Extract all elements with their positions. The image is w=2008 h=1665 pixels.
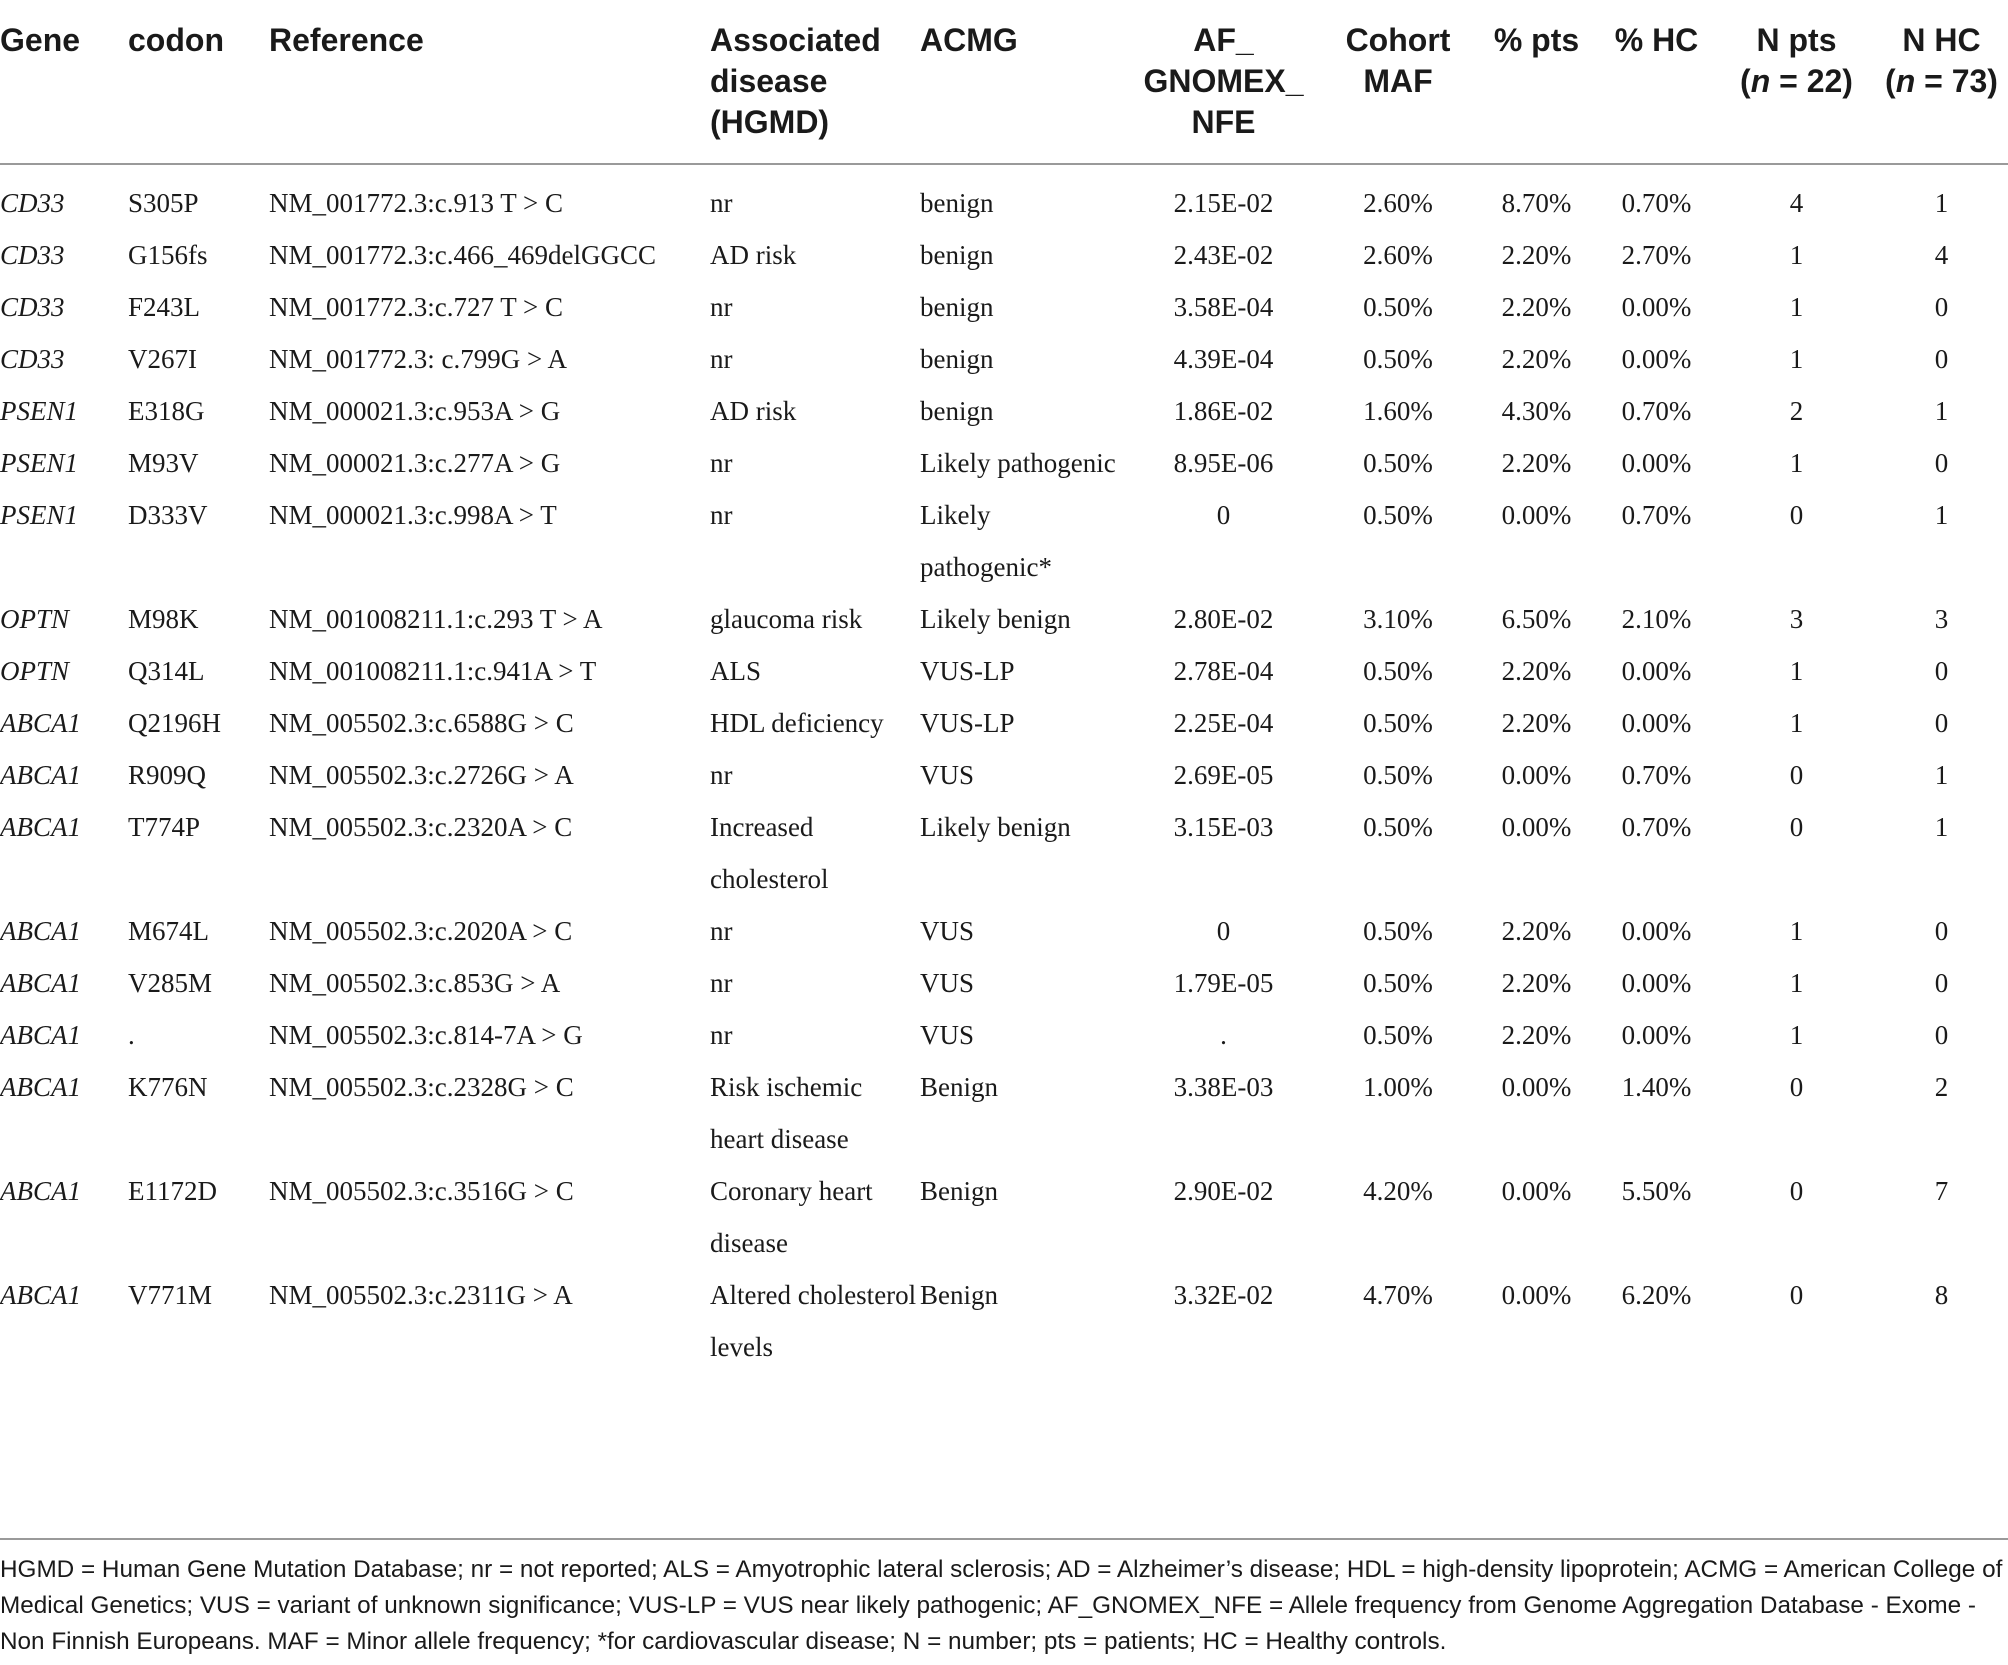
cell-pct-hc: 0.00% [1621, 656, 1692, 686]
cell-pct-hc: 0.70% [1621, 760, 1692, 790]
table-row [0, 645, 2008, 697]
header-n-pts [1718, 14, 1875, 164]
header-reference: Reference [269, 14, 710, 164]
cell-gene: ABCA1 [0, 1020, 81, 1050]
cell-n-pts: 2 [1789, 396, 1804, 426]
cell-disease: nr [710, 968, 733, 998]
cell-gene: ABCA1 [0, 1176, 81, 1206]
table-row [0, 905, 2008, 957]
cell-acmg: VUS-LP [920, 708, 1015, 738]
cell-maf: 0.50% [1363, 292, 1433, 322]
cell-codon: Q2196H [128, 708, 221, 738]
cell-n-pts: 0 [1789, 500, 1804, 530]
cell-acmg: Likely benign [920, 604, 1071, 634]
cell-acmg: VUS-LP [920, 656, 1015, 686]
cell-pct-pts: 2.20% [1501, 968, 1572, 998]
cell-n-hc: 0 [1934, 344, 1949, 374]
cell-pct-pts: 2.20% [1501, 708, 1572, 738]
cell-reference: NM_001772.3: c.799G > A [269, 344, 567, 374]
cell-af: 1.79E-05 [1173, 968, 1274, 998]
cell-pct-pts: 2.20% [1501, 292, 1572, 322]
table-body [0, 164, 2008, 1387]
cell-pct-hc: 6.20% [1621, 1280, 1692, 1310]
cell-n-hc: 1 [1934, 396, 1949, 426]
cell-codon: V771M [128, 1280, 213, 1310]
cell-pct-hc: 2.10% [1621, 604, 1692, 634]
cell-acmg: Likely pathogenic [920, 448, 1116, 478]
cell-gene: PSEN1 [0, 396, 78, 426]
cell-reference: NM_005502.3:c.2726G > A [269, 760, 574, 790]
table-row [0, 749, 2008, 801]
cell-n-hc: 0 [1934, 968, 1949, 998]
cell-codon: S305P [128, 188, 199, 218]
cell-n-hc: 0 [1934, 292, 1949, 322]
cell-acmg: benign [920, 396, 994, 426]
cell-acmg: VUS [920, 968, 975, 998]
cell-af: 2.25E-04 [1173, 708, 1274, 738]
cell-af: 3.32E-02 [1173, 1280, 1274, 1310]
cell-af: 4.39E-04 [1173, 344, 1274, 374]
cell-pct-pts: 2.20% [1501, 344, 1572, 374]
cell-disease: nr [710, 916, 733, 946]
cell-disease: AD risk [710, 240, 797, 270]
cell-reference: NM_005502.3:c.2320A > C [269, 812, 573, 842]
cell-pct-pts: 0.00% [1501, 500, 1572, 530]
cell-n-hc: 0 [1934, 1020, 1949, 1050]
cell-af: 3.38E-03 [1173, 1072, 1274, 1102]
header-acmg: ACMG [920, 14, 1129, 164]
cell-disease: nr [710, 292, 733, 322]
cell-maf: 1.00% [1363, 1072, 1433, 1102]
cell-maf: 0.50% [1363, 448, 1433, 478]
cell-reference: NM_000021.3:c.953A > G [269, 396, 561, 426]
cell-n-hc: 1 [1934, 760, 1949, 790]
table-row [0, 1061, 2008, 1165]
cell-disease: glaucoma risk [710, 604, 863, 634]
header-gene: Gene [0, 14, 128, 164]
cell-disease: nr [710, 448, 733, 478]
cell-gene: OPTN [0, 656, 70, 686]
table-row [0, 281, 2008, 333]
cell-pct-pts: 2.20% [1501, 656, 1572, 686]
header-maf: Cohort MAF [1318, 14, 1478, 164]
header-codon: codon [128, 14, 269, 164]
cell-maf: 0.50% [1363, 344, 1433, 374]
cell-maf: 0.50% [1363, 1020, 1433, 1050]
cell-acmg: VUS [920, 760, 975, 790]
cell-n-hc: 1 [1934, 812, 1949, 842]
header-row [0, 14, 2008, 164]
cell-acmg: Likely benign [920, 812, 1071, 842]
cell-maf: 2.60% [1363, 240, 1433, 270]
cell-af: 1.86E-02 [1173, 396, 1274, 426]
header-n-hc [1875, 14, 2008, 164]
cell-acmg: VUS [920, 1020, 975, 1050]
cell-af: 3.58E-04 [1173, 292, 1274, 322]
cell-pct-hc: 2.70% [1621, 240, 1692, 270]
cell-gene: ABCA1 [0, 968, 81, 998]
cell-maf: 0.50% [1363, 500, 1433, 530]
cell-pct-hc: 5.50% [1621, 1176, 1692, 1206]
cell-n-hc: 3 [1934, 604, 1949, 634]
cell-pct-pts: 0.00% [1501, 1280, 1572, 1310]
cell-acmg: benign [920, 344, 994, 374]
cell-n-pts: 4 [1789, 188, 1804, 218]
cell-reference: NM_005502.3:c.2328G > C [269, 1072, 574, 1102]
header-n-hc-count: (n = 73) [1885, 63, 1998, 99]
cell-pct-hc: 0.00% [1621, 708, 1692, 738]
cell-gene: ABCA1 [0, 708, 81, 738]
table-row [0, 437, 2008, 489]
cell-pct-hc: 0.00% [1621, 448, 1692, 478]
cell-n-hc: 1 [1934, 500, 1949, 530]
cell-reference: NM_001772.3:c.727 T > C [269, 292, 563, 322]
cell-maf: 1.60% [1363, 396, 1433, 426]
cell-pct-hc: 0.00% [1621, 968, 1692, 998]
table-row [0, 593, 2008, 645]
cell-pct-pts: 2.20% [1501, 448, 1572, 478]
table-row [0, 1269, 2008, 1387]
table-row [0, 489, 2008, 593]
cell-pct-pts: 0.00% [1501, 760, 1572, 790]
cell-pct-pts: 0.00% [1501, 812, 1572, 842]
cell-reference: NM_001008211.1:c.941A > T [269, 656, 597, 686]
cell-disease: Increased cholesterol [710, 812, 829, 894]
cell-n-hc: 2 [1934, 1072, 1949, 1102]
cell-disease: nr [710, 188, 733, 218]
cell-gene: OPTN [0, 604, 70, 634]
cell-disease: Risk ischemic heart disease [710, 1072, 863, 1154]
cell-codon: M98K [128, 604, 199, 634]
cell-codon: M674L [128, 916, 209, 946]
cell-af: 2.43E-02 [1173, 240, 1274, 270]
cell-gene: PSEN1 [0, 448, 78, 478]
cell-reference: NM_005502.3:c.2311G > A [269, 1280, 573, 1310]
cell-acmg: Benign [920, 1176, 998, 1206]
cell-codon: M93V [128, 448, 199, 478]
cell-codon: . [128, 1020, 135, 1050]
cell-reference: NM_001008211.1:c.293 T > A [269, 604, 603, 634]
cell-n-hc: 1 [1934, 188, 1949, 218]
cell-n-pts: 0 [1789, 1176, 1804, 1206]
cell-pct-pts: 6.50% [1501, 604, 1572, 634]
cell-reference: NM_001772.3:c.466_469delGGCC [269, 240, 656, 270]
table-row [0, 385, 2008, 437]
cell-pct-pts: 0.00% [1501, 1176, 1572, 1206]
cell-pct-pts: 8.70% [1501, 188, 1572, 218]
cell-maf: 4.70% [1363, 1280, 1433, 1310]
cell-gene: ABCA1 [0, 916, 81, 946]
variants-table [0, 14, 2008, 1387]
cell-gene: PSEN1 [0, 500, 78, 530]
cell-codon: Q314L [128, 656, 205, 686]
cell-codon: F243L [128, 292, 201, 322]
cell-af: 2.90E-02 [1173, 1176, 1274, 1206]
cell-reference: NM_005502.3:c.814-7A > G [269, 1020, 583, 1050]
cell-codon: E318G [128, 396, 205, 426]
cell-codon: R909Q [128, 760, 207, 790]
cell-disease: Altered cholesterol levels [710, 1280, 917, 1362]
cell-acmg: Likely pathogenic* [920, 500, 1052, 582]
header-pct-pts: % pts [1478, 14, 1595, 164]
cell-disease: AD risk [710, 396, 797, 426]
header-pct-hc: % HC [1595, 14, 1718, 164]
cell-n-pts: 0 [1789, 1280, 1804, 1310]
cell-reference: NM_005502.3:c.853G > A [269, 968, 561, 998]
cell-reference: NM_005502.3:c.2020A > C [269, 916, 573, 946]
cell-maf: 0.50% [1363, 708, 1433, 738]
cell-n-hc: 4 [1934, 240, 1949, 270]
table-row [0, 1009, 2008, 1061]
cell-acmg: benign [920, 240, 994, 270]
cell-disease: ALS [710, 656, 762, 686]
cell-gene: CD33 [0, 188, 65, 218]
cell-pct-pts: 2.20% [1501, 240, 1572, 270]
cell-n-hc: 0 [1934, 708, 1949, 738]
cell-af: 2.80E-02 [1173, 604, 1274, 634]
cell-gene: CD33 [0, 240, 65, 270]
cell-pct-hc: 0.70% [1621, 396, 1692, 426]
cell-maf: 0.50% [1363, 916, 1433, 946]
cell-n-hc: 0 [1934, 656, 1949, 686]
cell-n-pts: 1 [1789, 1020, 1804, 1050]
cell-n-pts: 1 [1789, 448, 1804, 478]
cell-gene: ABCA1 [0, 1072, 81, 1102]
cell-maf: 4.20% [1363, 1176, 1433, 1206]
cell-pct-hc: 0.00% [1621, 916, 1692, 946]
cell-n-pts: 1 [1789, 344, 1804, 374]
cell-n-pts: 0 [1789, 760, 1804, 790]
cell-n-hc: 0 [1934, 916, 1949, 946]
table-footnote: HGMD = Human Gene Mutation Database; nr = not reported; ALS = Amyotrophic lateral sclerosis; AD = Alzheimer’s disease; HDL = high-density lipoprotein; ACMG = American College of Medical Genetics; VUS = variant of unknown significance; VUS-LP = VUS near likely pathogenic; AF_GNOMEX_NFE = Allele frequency from Genome Aggregation Database - Exome - Non Finnish Europeans. MAF = Minor allele frequency; *for cardiovascular disease; N = number; pts = patients; HC = Healthy controls. [0, 1538, 2008, 1660]
cell-reference: NM_005502.3:c.6588G > C [269, 708, 574, 738]
cell-reference: NM_000021.3:c.277A > G [269, 448, 561, 478]
cell-n-hc: 0 [1934, 448, 1949, 478]
cell-n-hc: 8 [1934, 1280, 1949, 1310]
cell-n-pts: 0 [1789, 1072, 1804, 1102]
cell-pct-hc: 0.70% [1621, 812, 1692, 842]
cell-af: 2.15E-02 [1173, 188, 1274, 218]
table-row [0, 801, 2008, 905]
cell-af: 0 [1216, 916, 1231, 946]
cell-n-hc: 7 [1934, 1176, 1949, 1206]
cell-gene: ABCA1 [0, 1280, 81, 1310]
cell-n-pts: 1 [1789, 708, 1804, 738]
cell-acmg: benign [920, 188, 994, 218]
cell-af: 2.69E-05 [1173, 760, 1274, 790]
cell-codon: T774P [128, 812, 201, 842]
cell-gene: CD33 [0, 292, 65, 322]
header-disease: Associated disease (HGMD) [710, 14, 920, 164]
cell-disease: nr [710, 760, 733, 790]
cell-acmg: Benign [920, 1072, 998, 1102]
cell-acmg: benign [920, 292, 994, 322]
cell-gene: CD33 [0, 344, 65, 374]
cell-pct-pts: 2.20% [1501, 916, 1572, 946]
cell-pct-hc: 0.70% [1621, 188, 1692, 218]
header-af: AF_ GNOMEX_ NFE [1129, 14, 1318, 164]
cell-af: 3.15E-03 [1173, 812, 1274, 842]
cell-n-pts: 0 [1789, 812, 1804, 842]
cell-maf: 0.50% [1363, 968, 1433, 998]
cell-disease: nr [710, 1020, 733, 1050]
cell-pct-hc: 0.00% [1621, 292, 1692, 322]
cell-codon: D333V [128, 500, 208, 530]
table-row [0, 697, 2008, 749]
cell-acmg: VUS [920, 916, 975, 946]
cell-n-pts: 1 [1789, 968, 1804, 998]
cell-n-pts: 1 [1789, 916, 1804, 946]
table-row [0, 1165, 2008, 1269]
cell-disease: nr [710, 344, 733, 374]
cell-disease: HDL deficiency [710, 708, 884, 738]
cell-disease: Coronary heart disease [710, 1176, 873, 1258]
cell-acmg: Benign [920, 1280, 998, 1310]
table-row [0, 333, 2008, 385]
cell-pct-pts: 0.00% [1501, 1072, 1572, 1102]
cell-codon: V267I [128, 344, 197, 374]
cell-n-pts: 1 [1789, 292, 1804, 322]
cell-af: 2.78E-04 [1173, 656, 1274, 686]
cell-pct-pts: 4.30% [1501, 396, 1572, 426]
cell-codon: E1172D [128, 1176, 217, 1206]
table-row [0, 164, 2008, 229]
cell-pct-hc: 0.00% [1621, 344, 1692, 374]
table-row [0, 957, 2008, 1009]
cell-codon: K776N [128, 1072, 208, 1102]
cell-gene: ABCA1 [0, 812, 81, 842]
cell-maf: 0.50% [1363, 656, 1433, 686]
table-row [0, 229, 2008, 281]
cell-maf: 3.10% [1363, 604, 1433, 634]
cell-maf: 0.50% [1363, 812, 1433, 842]
cell-pct-hc: 1.40% [1621, 1072, 1692, 1102]
cell-pct-hc: 0.00% [1621, 1020, 1692, 1050]
cell-n-pts: 1 [1789, 656, 1804, 686]
cell-codon: G156fs [128, 240, 208, 270]
cell-n-pts: 3 [1789, 604, 1804, 634]
cell-disease: nr [710, 500, 733, 530]
header-n-pts-label: N pts [1756, 22, 1837, 58]
cell-maf: 0.50% [1363, 760, 1433, 790]
cell-pct-hc: 0.70% [1621, 500, 1692, 530]
cell-reference: NM_005502.3:c.3516G > C [269, 1176, 574, 1206]
cell-af: 8.95E-06 [1173, 448, 1274, 478]
cell-reference: NM_000021.3:c.998A > T [269, 500, 557, 530]
cell-codon: V285M [128, 968, 213, 998]
cell-pct-pts: 2.20% [1501, 1020, 1572, 1050]
cell-maf: 2.60% [1363, 188, 1433, 218]
cell-af: 0 [1216, 500, 1231, 530]
cell-af: . [1220, 1020, 1227, 1050]
header-n-hc-label: N HC [1902, 22, 1981, 58]
cell-n-pts: 1 [1789, 240, 1804, 270]
header-n-pts-count: (n = 22) [1740, 63, 1853, 99]
cell-gene: ABCA1 [0, 760, 81, 790]
cell-reference: NM_001772.3:c.913 T > C [269, 188, 563, 218]
